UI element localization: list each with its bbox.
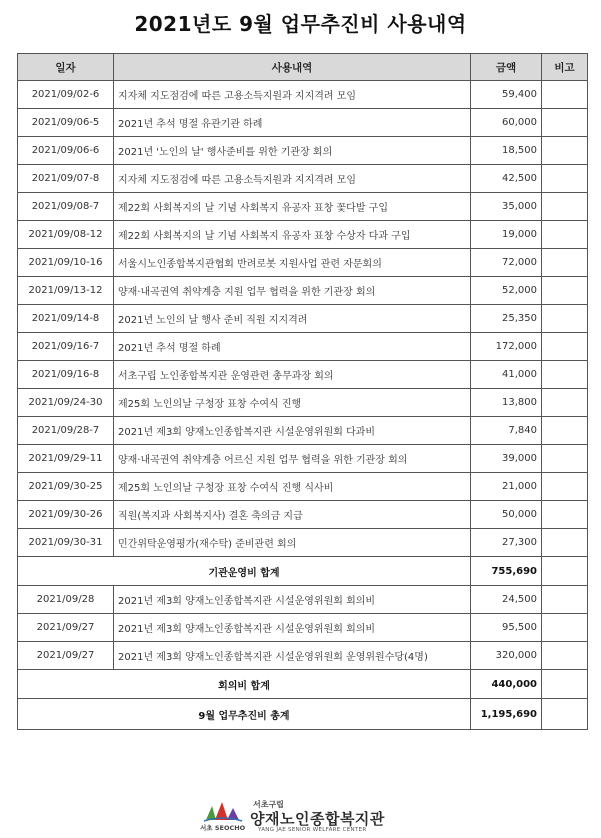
date-cell: 2021/09/30-25 bbox=[18, 473, 114, 501]
amount-cell: 35,000 bbox=[471, 193, 542, 221]
table-row bbox=[18, 305, 588, 333]
table-row bbox=[18, 361, 588, 389]
operating-subtotal-amount: 755,690 bbox=[471, 557, 542, 586]
date-cell: 2021/09/02-6 bbox=[18, 81, 114, 109]
amount-cell: 52,000 bbox=[471, 277, 542, 305]
date-cell: 2021/09/16-8 bbox=[18, 361, 114, 389]
meeting-subtotal-amount: 440,000 bbox=[471, 670, 542, 699]
table-row bbox=[18, 389, 588, 417]
amount-cell: 18,500 bbox=[471, 137, 542, 165]
description-cell: 지자체 지도점검에 따른 고용소득지원과 지지격려 모임 bbox=[114, 81, 471, 109]
table-row bbox=[18, 586, 588, 614]
description-cell: 양재·내곡권역 취약계층 어르신 지원 업무 협력을 위한 기관장 회의 bbox=[114, 445, 471, 473]
operating-expense-rows bbox=[18, 81, 588, 557]
amount-cell: 25,350 bbox=[471, 305, 542, 333]
date-cell: 2021/09/30-26 bbox=[18, 501, 114, 529]
description-cell: 2021년 추석 명절 유관기관 하례 bbox=[114, 109, 471, 137]
note-cell bbox=[542, 529, 588, 557]
table-row bbox=[18, 165, 588, 193]
amount-cell: 7,840 bbox=[471, 417, 542, 445]
table-row bbox=[18, 249, 588, 277]
amount-cell: 59,400 bbox=[471, 81, 542, 109]
description-cell: 2021년 제3회 양재노인종합복지관 시설운영위원회 회의비 bbox=[114, 614, 471, 642]
meeting-subtotal-row bbox=[18, 670, 588, 699]
meeting-expense-rows bbox=[18, 586, 588, 670]
description-cell: 제25회 노인의날 구청장 표창 수여식 진행 식사비 bbox=[114, 473, 471, 501]
note-cell bbox=[542, 137, 588, 165]
operating-subtotal-section bbox=[18, 557, 588, 586]
welfare-center-logo-icon bbox=[203, 800, 243, 822]
date-cell: 2021/09/08-7 bbox=[18, 193, 114, 221]
header-amount: 금액 bbox=[471, 54, 542, 81]
note-cell bbox=[542, 417, 588, 445]
table-row bbox=[18, 473, 588, 501]
description-cell: 지자체 지도점검에 따른 고용소득지원과 지지격려 모임 bbox=[114, 165, 471, 193]
amount-cell: 60,000 bbox=[471, 109, 542, 137]
date-cell: 2021/09/27 bbox=[18, 614, 114, 642]
description-cell: 2021년 제3회 양재노인종합복지관 시설운영위원회 다과비 bbox=[114, 417, 471, 445]
meeting-subtotal-note bbox=[542, 670, 588, 699]
amount-cell: 320,000 bbox=[471, 642, 542, 670]
amount-cell: 42,500 bbox=[471, 165, 542, 193]
date-cell: 2021/09/28-7 bbox=[18, 417, 114, 445]
operating-subtotal-label: 기관운영비 합계 bbox=[18, 557, 471, 586]
note-cell bbox=[542, 81, 588, 109]
amount-cell: 39,000 bbox=[471, 445, 542, 473]
table-row bbox=[18, 277, 588, 305]
note-cell bbox=[542, 445, 588, 473]
description-cell: 2021년 제3회 양재노인종합복지관 시설운영위원회 운영위원수당(4명) bbox=[114, 642, 471, 670]
seocho-logo-text: 서초 SEOCHO bbox=[200, 824, 246, 832]
date-cell: 2021/09/28 bbox=[18, 586, 114, 614]
note-cell bbox=[542, 586, 588, 614]
header-note: 비고 bbox=[542, 54, 588, 81]
description-cell: 2021년 제3회 양재노인종합복지관 시설운영위원회 회의비 bbox=[114, 586, 471, 614]
note-cell bbox=[542, 614, 588, 642]
note-cell bbox=[542, 389, 588, 417]
note-cell bbox=[542, 305, 588, 333]
description-cell: 2021년 추석 명절 하례 bbox=[114, 333, 471, 361]
header-description: 사용내역 bbox=[114, 54, 471, 81]
amount-cell: 95,500 bbox=[471, 614, 542, 642]
note-cell bbox=[542, 361, 588, 389]
date-cell: 2021/09/14-8 bbox=[18, 305, 114, 333]
note-cell bbox=[542, 221, 588, 249]
table-row bbox=[18, 193, 588, 221]
date-cell: 2021/09/06-6 bbox=[18, 137, 114, 165]
table-row bbox=[18, 445, 588, 473]
table-row bbox=[18, 417, 588, 445]
description-cell: 제25회 노인의날 구청장 표창 수여식 진행 bbox=[114, 389, 471, 417]
table-row bbox=[18, 642, 588, 670]
operating-subtotal-row bbox=[18, 557, 588, 586]
operating-subtotal-note bbox=[542, 557, 588, 586]
table-row bbox=[18, 333, 588, 361]
table-row bbox=[18, 501, 588, 529]
note-cell bbox=[542, 642, 588, 670]
table-row bbox=[18, 81, 588, 109]
header-date: 일자 bbox=[18, 54, 114, 81]
amount-cell: 21,000 bbox=[471, 473, 542, 501]
table-header-row bbox=[18, 54, 588, 81]
date-cell: 2021/09/16-7 bbox=[18, 333, 114, 361]
grand-total-row bbox=[18, 699, 588, 730]
date-cell: 2021/09/30-31 bbox=[18, 529, 114, 557]
amount-cell: 19,000 bbox=[471, 221, 542, 249]
description-cell: 제22회 사회복지의 날 기념 사회복지 유공자 표창 꽃다발 구입 bbox=[114, 193, 471, 221]
description-cell: 2021년 '노인의 날' 행사준비를 위한 기관장 회의 bbox=[114, 137, 471, 165]
date-cell: 2021/09/27 bbox=[18, 642, 114, 670]
table-row bbox=[18, 109, 588, 137]
date-cell: 2021/09/06-5 bbox=[18, 109, 114, 137]
expense-table bbox=[17, 53, 588, 730]
date-cell: 2021/09/08-12 bbox=[18, 221, 114, 249]
table-row bbox=[18, 221, 588, 249]
amount-cell: 24,500 bbox=[471, 586, 542, 614]
date-cell: 2021/09/07-8 bbox=[18, 165, 114, 193]
grand-total-label: 9월 업무추진비 총계 bbox=[18, 699, 471, 730]
note-cell bbox=[542, 165, 588, 193]
description-cell: 제22회 사회복지의 날 기념 사회복지 유공자 표창 수상자 다과 구입 bbox=[114, 221, 471, 249]
description-cell: 서울시노인종합복지관협회 반려로봇 지원사업 관련 자문회의 bbox=[114, 249, 471, 277]
amount-cell: 41,000 bbox=[471, 361, 542, 389]
date-cell: 2021/09/13-12 bbox=[18, 277, 114, 305]
logo-center-name: 양재노인종합복지관 bbox=[250, 810, 385, 828]
logo-district-text: 서초구립 bbox=[253, 800, 284, 809]
logo-english-name: YANG JAE SENIOR WELFARE CENTER bbox=[258, 827, 367, 833]
page-title: 2021년도 9월 업무추진비 사용내역 bbox=[134, 12, 467, 36]
note-cell bbox=[542, 501, 588, 529]
description-cell: 2021년 노인의 날 행사 준비 직원 지지격려 bbox=[114, 305, 471, 333]
note-cell bbox=[542, 193, 588, 221]
date-cell: 2021/09/24-30 bbox=[18, 389, 114, 417]
description-cell: 민간위탁운영평가(재수탁) 준비관련 회의 bbox=[114, 529, 471, 557]
date-cell: 2021/09/29-11 bbox=[18, 445, 114, 473]
note-cell bbox=[542, 277, 588, 305]
amount-cell: 72,000 bbox=[471, 249, 542, 277]
amount-cell: 172,000 bbox=[471, 333, 542, 361]
description-cell: 직원(복지과 사회복지사) 결혼 축의금 지급 bbox=[114, 501, 471, 529]
note-cell bbox=[542, 109, 588, 137]
note-cell bbox=[542, 333, 588, 361]
date-cell: 2021/09/10-16 bbox=[18, 249, 114, 277]
meeting-subtotal-label: 회의비 합계 bbox=[18, 670, 471, 699]
amount-cell: 13,800 bbox=[471, 389, 542, 417]
totals-section bbox=[18, 670, 588, 730]
note-cell bbox=[542, 473, 588, 501]
table-row bbox=[18, 137, 588, 165]
amount-cell: 50,000 bbox=[471, 501, 542, 529]
table-row bbox=[18, 529, 588, 557]
description-cell: 양재·내곡권역 취약계층 지원 업무 협력을 위한 기관장 회의 bbox=[114, 277, 471, 305]
description-cell: 서초구립 노인종합복지관 운영관련 총무과장 회의 bbox=[114, 361, 471, 389]
amount-cell: 27,300 bbox=[471, 529, 542, 557]
grand-total-amount: 1,195,690 bbox=[471, 699, 542, 730]
table-row bbox=[18, 614, 588, 642]
note-cell bbox=[542, 249, 588, 277]
grand-total-note bbox=[542, 699, 588, 730]
